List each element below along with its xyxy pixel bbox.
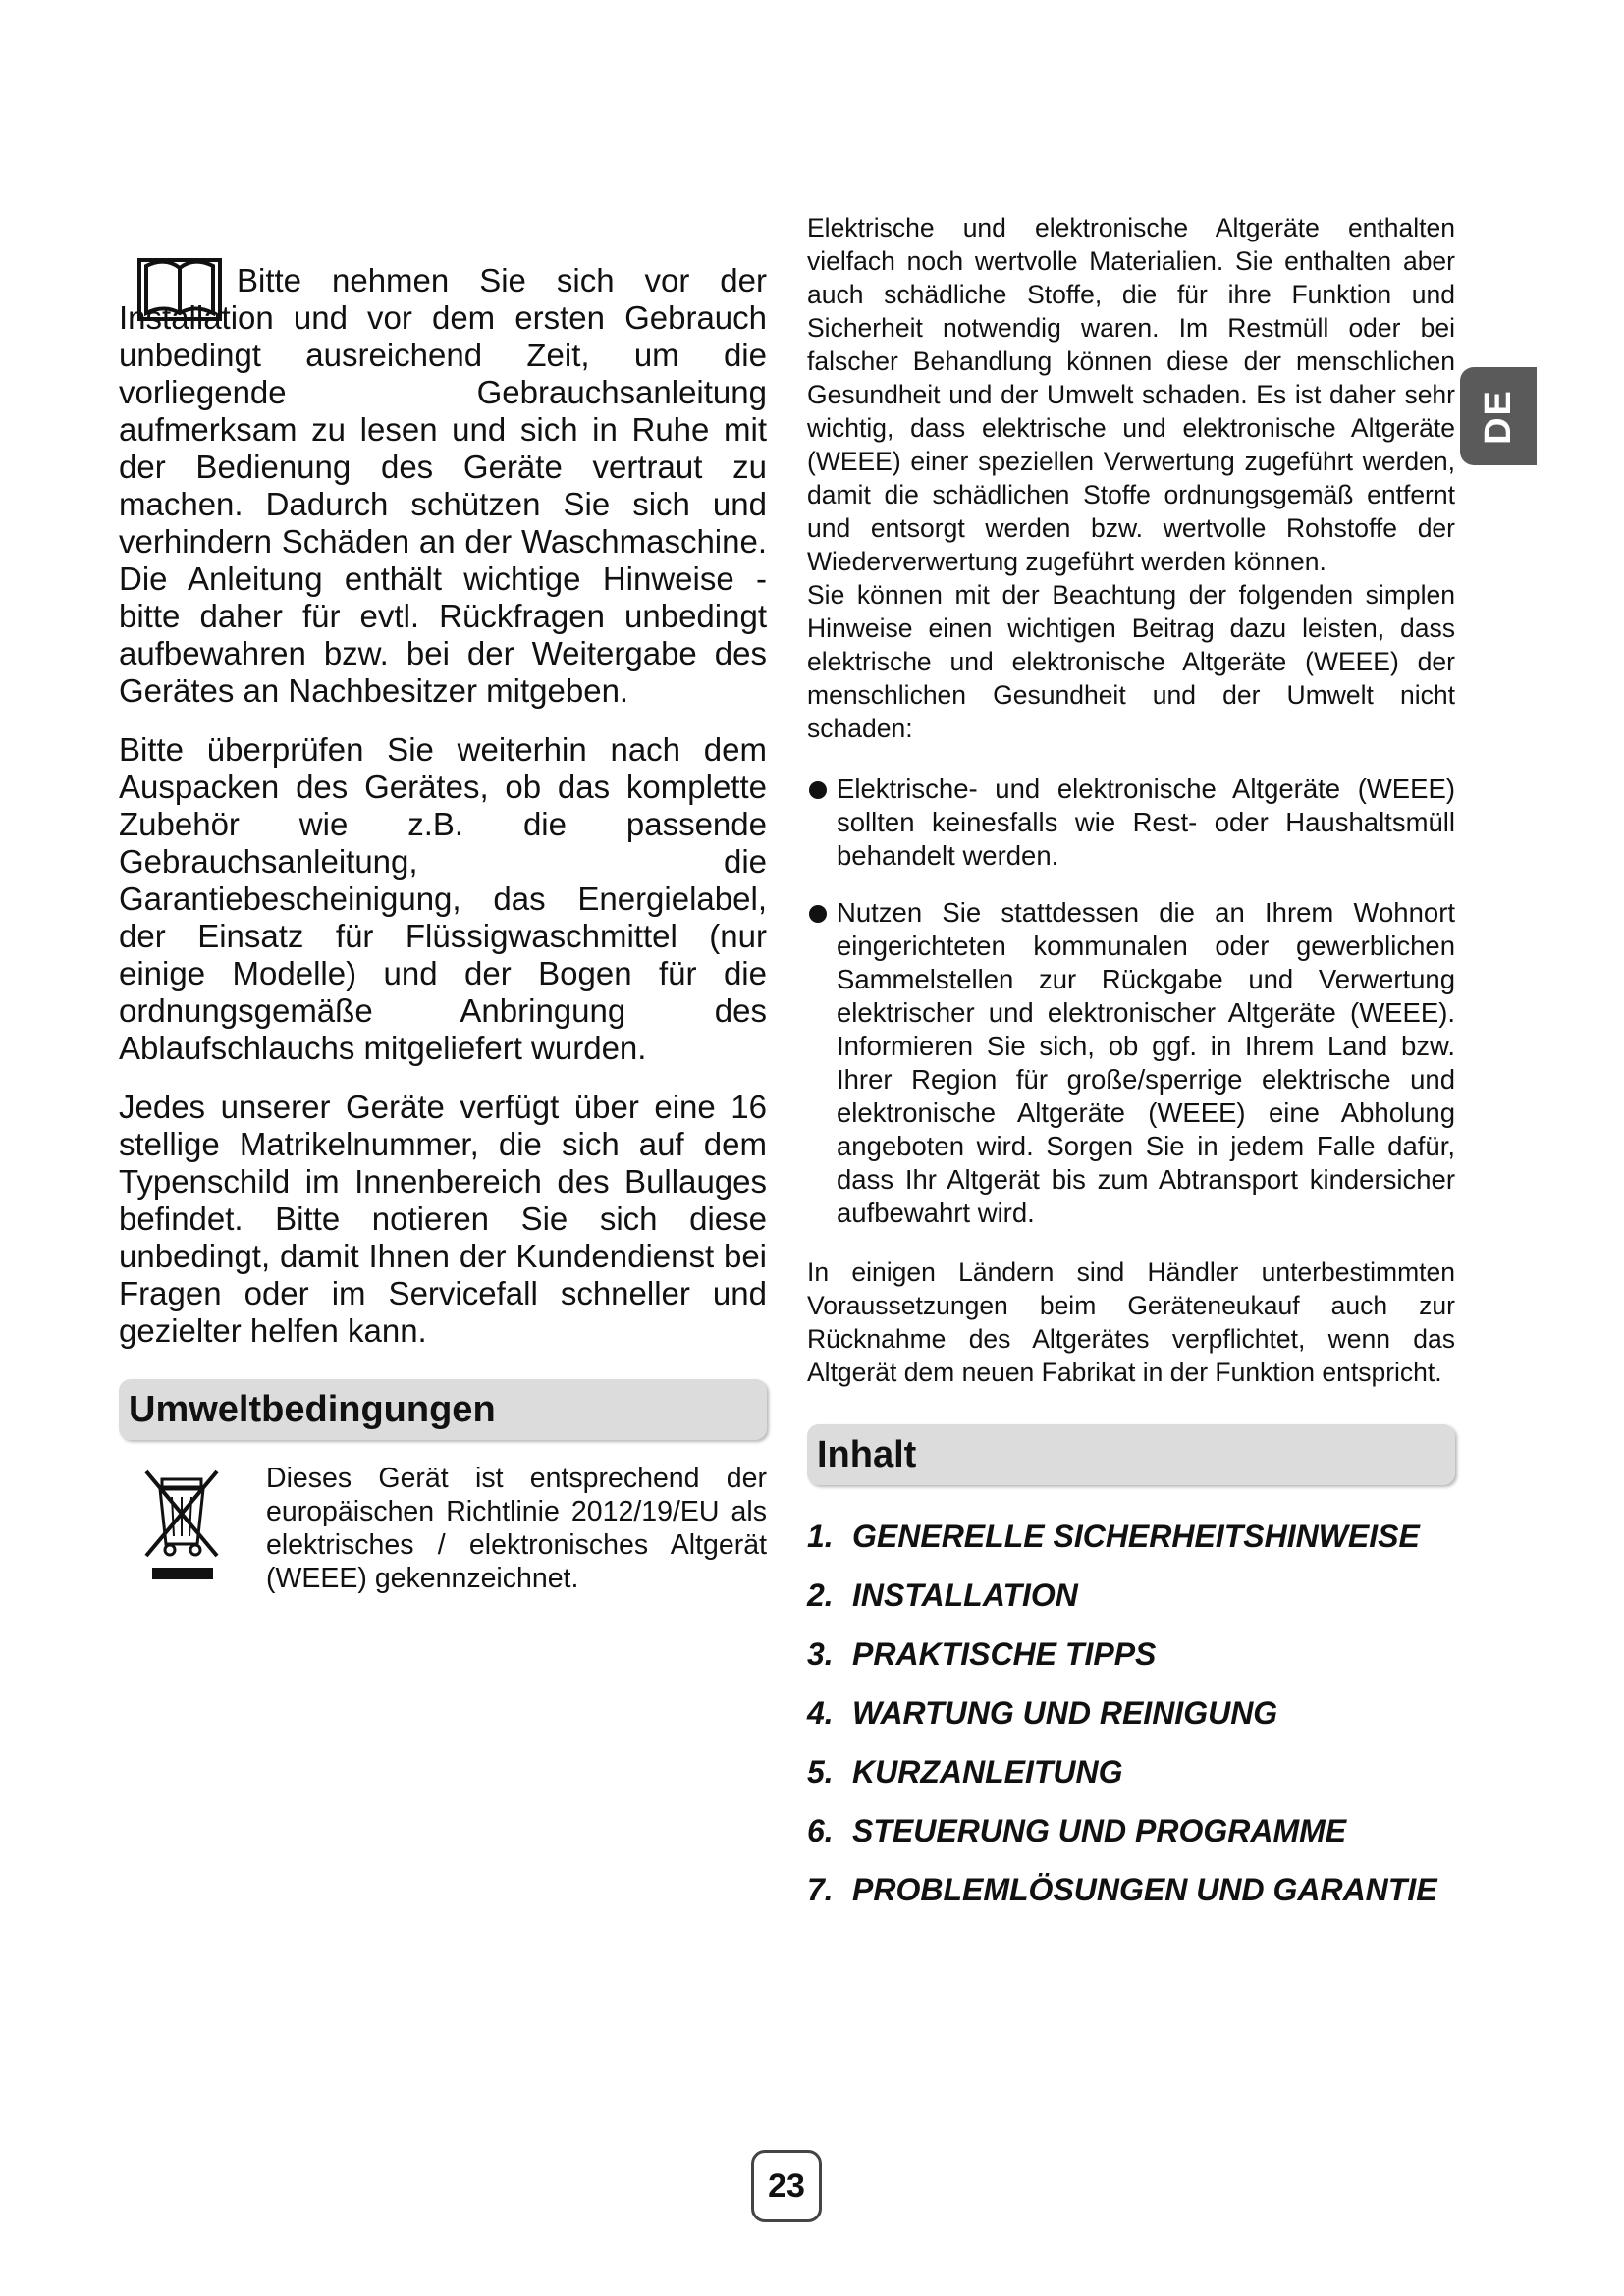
toc-item[interactable]: 3. PRAKTISCHE TIPPS bbox=[807, 1636, 1157, 1672]
bullet-icon bbox=[809, 905, 827, 923]
book-icon bbox=[136, 252, 223, 323]
toc-item[interactable]: 4. WARTUNG UND REINIGUNG bbox=[807, 1695, 1278, 1731]
bullet-text: Elektrische- und elektronische Altgeräte (WEEE) sollten keinesfalls wie Rest- oder Haushaltsmüll behandelt werden. bbox=[837, 774, 1455, 871]
list-item bbox=[807, 896, 1455, 1230]
weee-info-paragraph: Elektrische und elektronische Altgeräte enthalten vielfach noch wertvolle Materialien. Sie enthalten aber auch schädliche Stoffe, die für ihre Funktion und Sicherheit notwendig waren. Im Restmüll oder bei falscher Behandlung können diese der menschlichen Gesundheit und der Umwelt schaden. Es ist daher sehr wichtig, dass elektrische und elektronische Altgeräte (WEEE) einer speziellen Verwertung zugeführt werden, damit die schädlichen Stoffe ordnungsgemäß entfernt und entsorgt werden bzw. wertvolle Rohstoffe der Wiederverwertung zugeführt werden können. bbox=[807, 213, 1455, 576]
weee-bullet-list bbox=[807, 773, 1455, 1230]
bullet-text: Nutzen Sie stattdessen die an Ihrem Wohnort eingerichteten kommunalen oder gewerblichen Sammelstellen zur Rückgabe und Verwertung elektrischer und elektronischer Altgeräte (WEEE). Informieren Sie sich, ob ggf. in Ihrem Land bzw. Ihrer Region für große/sperrige elektrische und elektronische Altgeräte (WEEE) eine Abholung angeboten wird. Sorgen Sie in jedem Falle dafür, dass Ihr Altgerät bis zum Abtransport kindersicher aufbewahrt wird. bbox=[837, 897, 1455, 1228]
toc-item[interactable]: 7. PROBLEMLÖSUNGEN UND GARANTIE bbox=[807, 1872, 1437, 1907]
language-tab-label: DE bbox=[1477, 388, 1519, 445]
toc-item[interactable]: 1. GENERELLE SICHERHEITSHINWEISE bbox=[807, 1519, 1420, 1554]
weee-advice-paragraph: Sie können mit der Beachtung der folgenden simplen Hinweise einen wichtigen Beitrag dazu leisten, dass elektrische und elektronische Altgeräte (WEEE) der menschlichen Gesundheit und der Umwelt nicht schaden: bbox=[807, 580, 1455, 743]
toc-item[interactable]: 2. INSTALLATION bbox=[807, 1577, 1078, 1613]
toc-item[interactable]: 6. STEUERUNG UND PROGRAMME bbox=[807, 1813, 1347, 1848]
list-item bbox=[807, 773, 1455, 873]
intro-paragraph: Bitte nehmen Sie sich vor der Installation und vor dem ersten Gebrauch unbedingt ausreichend Zeit, um die vorliegende Gebrauchsanleitung aufmerksam zu lesen und sich in Ruhe mit der Bedienung des Geräte vertraut zu machen. Dadurch schützen Sie sich und verhindern Schäden an der Waschmaschine. Die Anleitung enthält wichtige Hinweise - bitte daher für evtl. Rückfragen unbedingt aufbewahren bzw. bei der Weitergabe des Gerätes an Nachbesitzer mitgeben. bbox=[119, 262, 767, 709]
accessories-paragraph: Bitte überprüfen Sie weiterhin nach dem Auspacken des Gerätes, ob das komplette Zubehör wie z.B. die passende Gebrauchsanleitung, die Garantiebescheinigung, das Energielabel, der Einsatz für Flüssigwaschmittel (nur einige Modelle) und der Bogen für die ordnungsgemäße Anbringung des Ablaufschlauchs mitgeliefert wurden. bbox=[119, 731, 767, 1066]
page-number: 23 bbox=[751, 2150, 822, 2222]
dealer-takeback-paragraph: In einigen Ländern sind Händler unterbestimmten Voraussetzungen beim Geräteneukauf auch zur Rücknahme des Altgerätes verpflichtet, wenn das Altgerät dem neuen Fabrikat in der Funktion entspricht. bbox=[807, 1257, 1455, 1387]
serial-number-paragraph: Jedes unserer Geräte verfügt über eine 16 stellige Matrikelnummer, die sich auf dem Typenschild im Innenbereich des Bullauges befindet. Bitte notieren Sie sich diese unbedingt, damit Ihnen der Kundendienst bei Fragen oder im Servicefall schneller und gezielter helfen kann. bbox=[119, 1089, 767, 1349]
weee-block bbox=[119, 1462, 767, 1595]
right-column bbox=[807, 211, 1455, 1929]
bullet-icon bbox=[809, 781, 827, 799]
table-of-contents bbox=[807, 1517, 1455, 1909]
crossed-out-wheelie-bin-icon bbox=[142, 1466, 221, 1583]
left-column bbox=[119, 221, 767, 1595]
section-heading-umwelt: Umweltbedingungen bbox=[119, 1379, 767, 1440]
toc-item[interactable]: 5. KURZANLEITUNG bbox=[807, 1754, 1123, 1789]
section-heading-inhalt: Inhalt bbox=[807, 1424, 1455, 1485]
language-tab bbox=[1460, 367, 1537, 465]
intro-block bbox=[119, 262, 767, 710]
weee-label-text: Dieses Gerät ist entsprechend der europäischen Richtlinie 2012/19/EU als elektrisches / elektronisches Altgerät (WEEE) gekennzeichnet. bbox=[266, 1463, 767, 1594]
